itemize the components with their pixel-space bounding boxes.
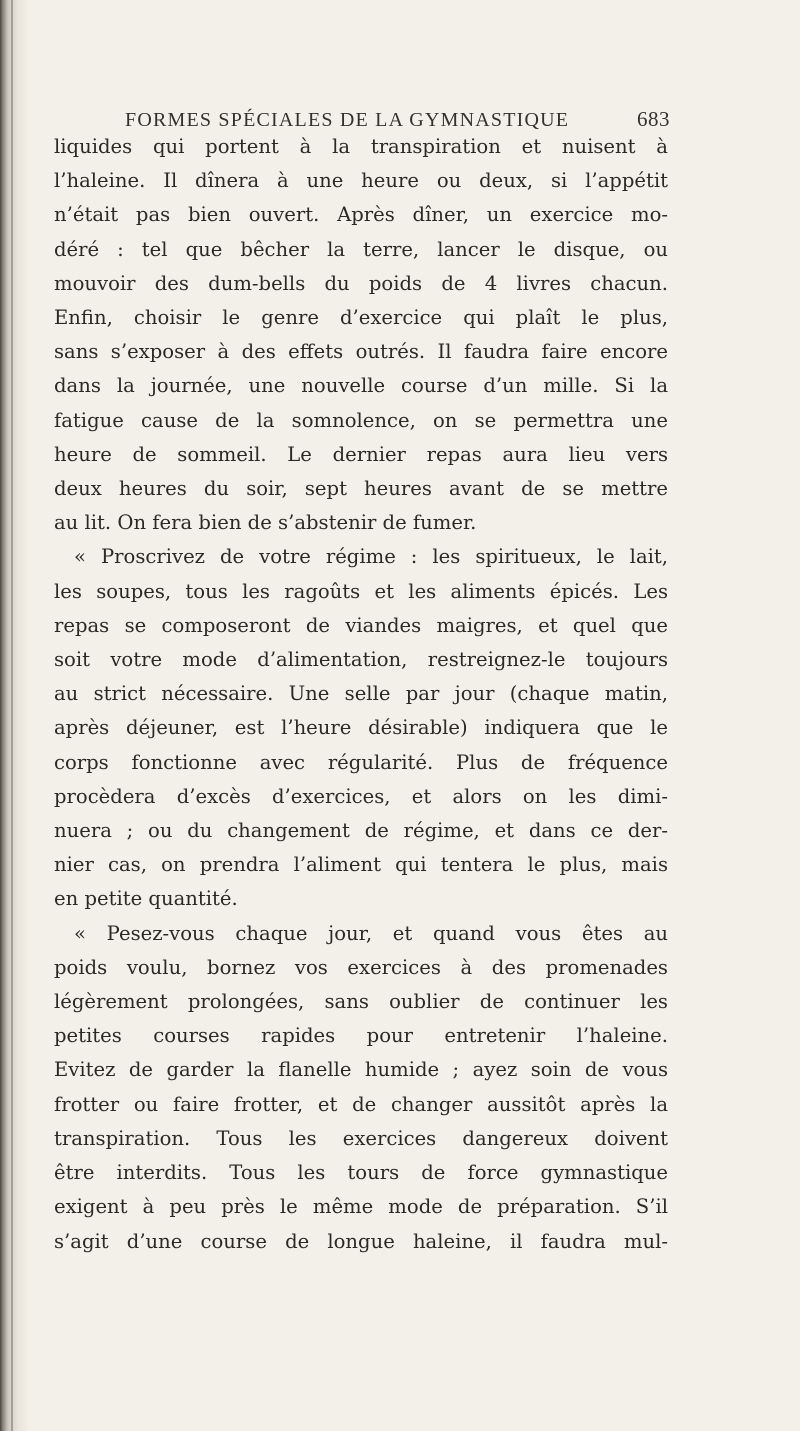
text-line: liquides qui portent à la transpiration et nuisent à xyxy=(54,135,668,158)
page-gutter-shadow xyxy=(0,0,30,1431)
text-line: repas se composeront de viandes maigres, et quel que xyxy=(54,613,668,637)
text-line: en petite quantité. xyxy=(54,887,238,911)
text-line: « Proscrivez de votre régime : les spiritueux, le lait, xyxy=(74,545,668,569)
text-line: légèrement prolongées, sans oublier de continuer les xyxy=(54,990,668,1014)
text-line: procèdera d’excès d’exercices, et alors on les dimi- xyxy=(54,784,668,808)
running-header xyxy=(125,107,670,132)
text-line: s’agit d’une course de longue haleine, il faudra mul- xyxy=(54,1229,668,1253)
text-line: n’était pas bien ouvert. Après dîner, un exercice mo- xyxy=(54,203,668,227)
text-line: frotter ou faire frotter, et de changer aussitôt après la xyxy=(54,1092,668,1116)
text-line: après déjeuner, est l’heure désirable) indiquera que le xyxy=(54,716,668,740)
text-line: poids voulu, bornez vos exercices à des promenades xyxy=(54,955,668,979)
text-line: Evitez de garder la flanelle humide ; ayez soin de vous xyxy=(54,1058,668,1082)
text-line: dans la journée, une nouvelle course d’un mille. Si la xyxy=(54,374,668,398)
running-title: FORMES SPÉCIALES DE LA GYMNASTIQUE xyxy=(125,109,570,131)
text-line: nuera ; ou du changement de régime, et dans ce der- xyxy=(54,819,668,843)
text-line: corps fonctionne avec régularité. Plus de fréquence xyxy=(54,750,668,774)
text-line: Enfin, choisir le genre d’exercice qui plaît le plus, xyxy=(54,306,668,330)
text-line: petites courses rapides pour entretenir l’haleine. xyxy=(54,1024,668,1048)
text-line: l’haleine. Il dînera à une heure ou deux, si l’appétit xyxy=(54,169,668,193)
text-line: exigent à peu près le même mode de préparation. S’il xyxy=(54,1195,668,1219)
text-line: être interdits. Tous les tours de force gymnastique xyxy=(54,1161,668,1185)
text-line: fatigue cause de la somnolence, on se permettra une xyxy=(54,408,668,432)
text-line: « Pesez-vous chaque jour, et quand vous êtes au xyxy=(74,921,668,945)
text-line: au strict nécessaire. Une selle par jour (chaque matin, xyxy=(54,682,668,706)
text-line: soit votre mode d’alimentation, restreignez-le toujours xyxy=(54,648,668,672)
text-line: sans s’exposer à des effets outrés. Il faudra faire encore xyxy=(54,340,668,364)
text-line: nier cas, on prendra l’aliment qui tentera le plus, mais xyxy=(54,853,668,877)
text-line: au lit. On fera bien de s’abstenir de fumer. xyxy=(54,511,477,535)
text-line: heure de sommeil. Le dernier repas aura lieu vers xyxy=(54,442,668,466)
binding-line xyxy=(11,0,13,1431)
body-text xyxy=(54,130,668,1259)
text-line: deux heures du soir, sept heures avant de se mettre xyxy=(54,477,668,501)
text-line: mouvoir des dum-bells du poids de 4 livres chacun. xyxy=(54,271,668,295)
text-line: déré : tel que bêcher la terre, lancer le disque, ou xyxy=(54,237,668,261)
page-number: 683 xyxy=(637,107,670,131)
text-line: les soupes, tous les ragoûts et les aliments épicés. Les xyxy=(54,579,668,603)
text-line: transpiration. Tous les exercices dangereux doivent xyxy=(54,1126,668,1150)
